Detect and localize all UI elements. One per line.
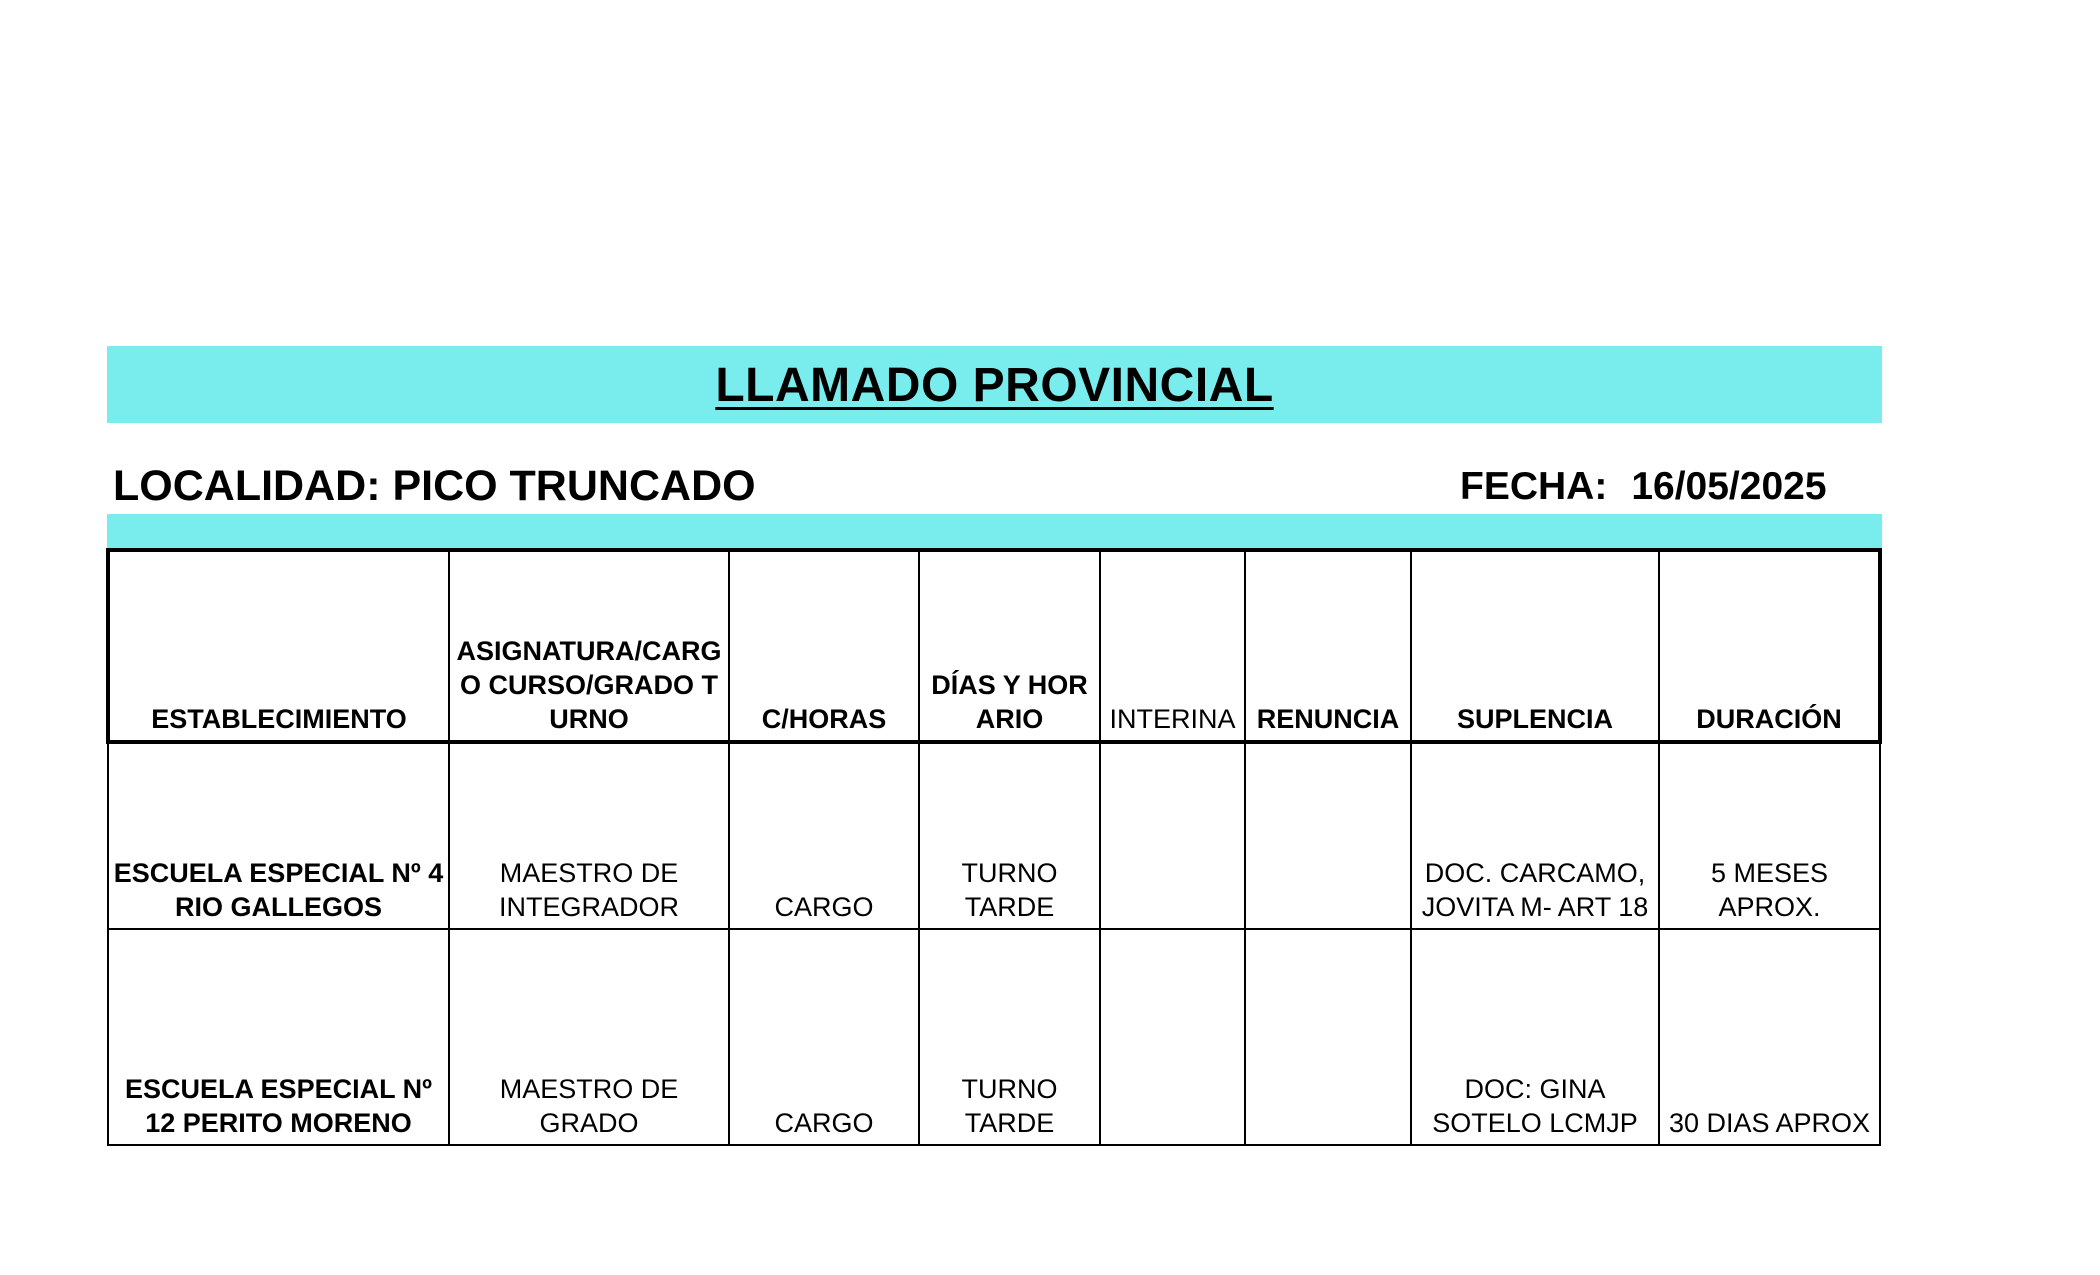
cell-dias-horario: TURNO TARDE	[919, 742, 1100, 929]
column-header-suplencia: SUPLENCIA	[1411, 550, 1659, 742]
column-header-duracion: DURACIÓN	[1659, 550, 1880, 742]
cell-horas: CARGO	[729, 929, 919, 1145]
vacancy-table	[106, 548, 1882, 1146]
table-row	[108, 742, 1880, 929]
column-header-horas: C/HORAS	[729, 550, 919, 742]
cell-dias-horario: TURNO TARDE	[919, 929, 1100, 1145]
cell-horas: CARGO	[729, 742, 919, 929]
date-value: 16/05/2025	[1631, 465, 1827, 508]
date-label: FECHA:	[1460, 465, 1608, 508]
column-header-establecimiento: ESTABLECIMIENTO	[108, 550, 449, 742]
table-header-row	[108, 550, 1880, 742]
column-header-interina: INTERINA	[1100, 550, 1245, 742]
date-line	[1460, 460, 1827, 514]
column-header-asignatura: ASIGNATURA/CARGO CURSO/GRADO TURNO	[449, 550, 729, 742]
table-row	[108, 929, 1880, 1145]
cell-interina	[1100, 929, 1245, 1145]
column-header-dias-horario: DÍAS Y HORARIO	[919, 550, 1100, 742]
header-strip	[107, 514, 1882, 548]
cell-suplencia: DOC. CARCAMO, JOVITA M- ART 18	[1411, 742, 1659, 929]
locality-label: LOCALIDAD: PICO TRUNCADO	[113, 462, 756, 510]
cell-duracion: 30 DIAS APROX	[1659, 929, 1880, 1145]
column-header-renuncia: RENUNCIA	[1245, 550, 1411, 742]
cell-interina	[1100, 742, 1245, 929]
cell-renuncia	[1245, 929, 1411, 1145]
cell-duracion: 5 MESES APROX.	[1659, 742, 1880, 929]
cell-suplencia: DOC: GINA SOTELO LCMJP	[1411, 929, 1659, 1145]
cell-renuncia	[1245, 742, 1411, 929]
title-band	[107, 346, 1882, 423]
page-title: LLAMADO PROVINCIAL	[715, 359, 1274, 412]
cell-establecimiento: ESCUELA ESPECIAL Nº 12 PERITO MORENO	[108, 929, 449, 1145]
cell-asignatura: MAESTRO DE INTEGRADOR	[449, 742, 729, 929]
cell-establecimiento: ESCUELA ESPECIAL Nº 4 RIO GALLEGOS	[108, 742, 449, 929]
cell-asignatura: MAESTRO DE GRADO	[449, 929, 729, 1145]
